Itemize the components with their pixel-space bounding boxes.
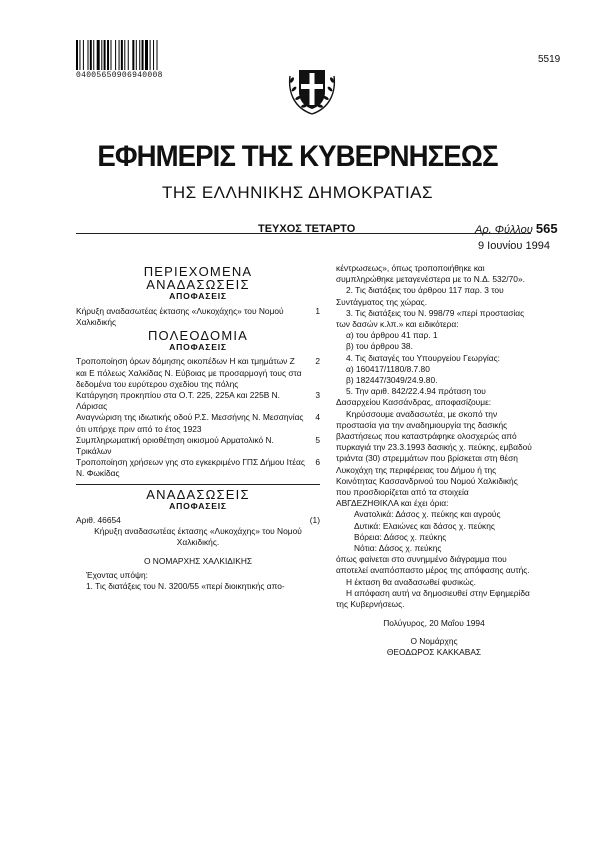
paragraph: 2. Τις διατάξεις του άρθρου 117 παρ. 3 του Συντάγματος της χώρας. xyxy=(336,285,504,307)
decision-title: Κήρυξη αναδασωτέας έκτασης «Λυκοχάχης» του Νομού Χαλκιδικής. xyxy=(94,526,302,548)
barcode xyxy=(76,40,208,70)
signer-role: Ο Νομάρχης xyxy=(410,635,458,646)
left-column xyxy=(76,264,320,592)
toc-item: Συμπληρωματική οριοθέτηση οικισμού Αρματολικό Ν. Τρικάλων 5 xyxy=(76,434,320,457)
issue-label: ΤΕΥΧΟΣ ΤΕΤΑΡΤΟ xyxy=(258,223,356,235)
toc-decisions-2: ΑΠΟΦΑΣΕΙΣ xyxy=(169,342,227,353)
coat-of-arms-icon xyxy=(282,58,342,118)
barcode-number: 04005650906940008 xyxy=(76,71,163,80)
signer-name: ΘΕΟΔΩΡΟΣ ΚΑΚΚΑΒΑΣ xyxy=(386,646,482,657)
paragraph: Η έκταση θα αναδασωθεί φυσικώς. xyxy=(346,576,476,587)
authority: Ο ΝΟΜΑΡΧΗΣ ΧΑΛΚΙΔΙΚΗΣ xyxy=(143,555,253,566)
section-reforestation: ΑΝΑΔΑΣΩΣΕΙΣ xyxy=(146,486,250,502)
section-decisions: ΑΠΟΦΑΣΕΙΣ xyxy=(169,500,227,511)
leaf-label: Αρ. Φύλλου xyxy=(475,224,533,236)
leaf-value: 565 xyxy=(535,221,558,236)
having-in-view: Έχοντας υπόψη: xyxy=(86,569,148,580)
boundary-east: Ανατολικά: Δάσος χ. πεύκης και αγρούς xyxy=(354,509,501,520)
toc-decisions-1: ΑΠΟΦΑΣΕΙΣ xyxy=(169,291,227,302)
header-rule xyxy=(76,233,531,234)
decision-ref: Αριθ. 46654 (1) xyxy=(76,515,320,526)
paragraph: α) του άρθρου 41 παρ. 1 xyxy=(346,330,438,341)
paragraph: β) του άρθρου 38. xyxy=(346,341,413,352)
paragraph: όπως φαίνεται στο συνημμένο διάγραμμα που αποτελεί αναπόσπαστο μέρος της απόφασης αυτής. xyxy=(336,554,530,576)
paragraph: 5. Την αριθ. 842/22.4.94 πρόταση του Δασαρχείου Κασσάνδρας, αποφασίζουμε: xyxy=(336,386,492,408)
toc-item: Αναγνώριση της ιδιωτικής οδού Ρ.Σ. Μεσσήνης Ν. Μεσσηνίας ότι υπήρχε πριν από το έτος 1923 4 xyxy=(76,412,320,434)
boundary-north: Βόρεια: Δάσος χ. πεύκης xyxy=(354,531,447,542)
paragraph: Κηρύσσουμε αναδασωτέα, με σκοπό την προστασία για την αναδημιουργία της δασικής βλαστήσεως που καταστράφηκε ολοσχερώς από πυρκαγιά την 23.3.1993 δασικής χ. πεύκης, εμβαδού τριάντα (30) στρεμμάτων που βρίσκεται στη θέση Λυκοχάχη της περιφέρειας του Δήμου ή της Κοινότητας Κασσανδρινού του Νομού Χαλκιδικής που προσδιορίζεται από τα στοιχεία ΑΒΓΔΕΖΗΘΙΚΛΑ και έχει όρια: xyxy=(336,408,532,509)
paragraph: Η απόφαση αυτή να δημοσιευθεί στην Εφημερίδα της Κυβερνήσεως. xyxy=(336,587,530,610)
toc-item: Τροποποίηση χρήσεων γης στο εγκεκριμένο ΓΠΣ Δήμου Ιτέας Ν. Φωκίδας 6 xyxy=(76,457,320,479)
toc-item: Κήρυξη αναδασωτέας έκτασης «Λυκοχάχης» του Νομού Χαλκιδικής 1 xyxy=(76,305,320,327)
boundary-west: Δυτικά: Ελαιώνες και δάσος χ. πεύκης xyxy=(354,520,495,531)
gazette-subtitle: ΤΗΣ ΕΛΛΗΝΙΚΗΣ ΔΗΜΟΚΡΑΤΙΑΣ xyxy=(161,183,434,202)
gazette-title: ΕΦΗΜΕΡΙΣ ΤΗΣ ΚΥΒΕΡΝΗΣΕΩΣ xyxy=(97,140,498,173)
toc-section-urban-planning: ΠΟΛΕΟΔΟΜΙΑ xyxy=(147,328,249,344)
paragraph: α) 160417/1180/8.7.80 xyxy=(346,363,430,374)
toc-item: Τροποποίηση όρων δόμησης οικοπέδων Η και τμημάτων Ζ και Ε πόλεως Χαλκίδας Ν. Εύβοιας με προσαρμογή τους στα δεδομένα του ευρύτερου σχεδίου της πόλης 2 xyxy=(76,356,320,389)
toc-section-reforestation: ΑΝΑΔΑΣΩΣΕΙΣ xyxy=(146,277,250,293)
paragraph: β) 182447/3049/24.9.80. xyxy=(346,375,438,386)
boundary-south: Νότια: Δάσος χ. πεύκης xyxy=(354,543,442,554)
paragraph: 4. Τις διαταγές του Υπουργείου Γεωργίας: xyxy=(346,352,500,363)
place-date: Πολύγυρος, 20 Μαΐου 1994 xyxy=(383,618,485,629)
divider xyxy=(76,484,320,485)
paragraph: 3. Τις διατάξεις του Ν. 998/79 «περί προστασίας των δασών κ.λπ.» και ειδικότερα: xyxy=(336,307,525,330)
issue-date: 9 Ιουνίου 1994 xyxy=(478,240,550,252)
toc-heading: ΠΕΡΙΕΧΟΜΕΝΑ xyxy=(143,264,253,279)
paragraph: κέντρωσεως», όπως τροποποιήθηκε και συμπληρώθηκε μεταγενέστερα με το Ν.Δ. 532/70». xyxy=(336,263,525,285)
point-1: 1. Τις διατάξεις του Ν. 3200/55 «περί διοικητικής απο- xyxy=(86,581,285,592)
page-number: 5519 xyxy=(538,54,561,65)
toc-item: Κατάργηση προκηπίου στα Ο.Τ. 225, 225Α και 225Β Ν. Λάρισας 3 xyxy=(76,390,320,412)
right-column xyxy=(336,263,532,658)
